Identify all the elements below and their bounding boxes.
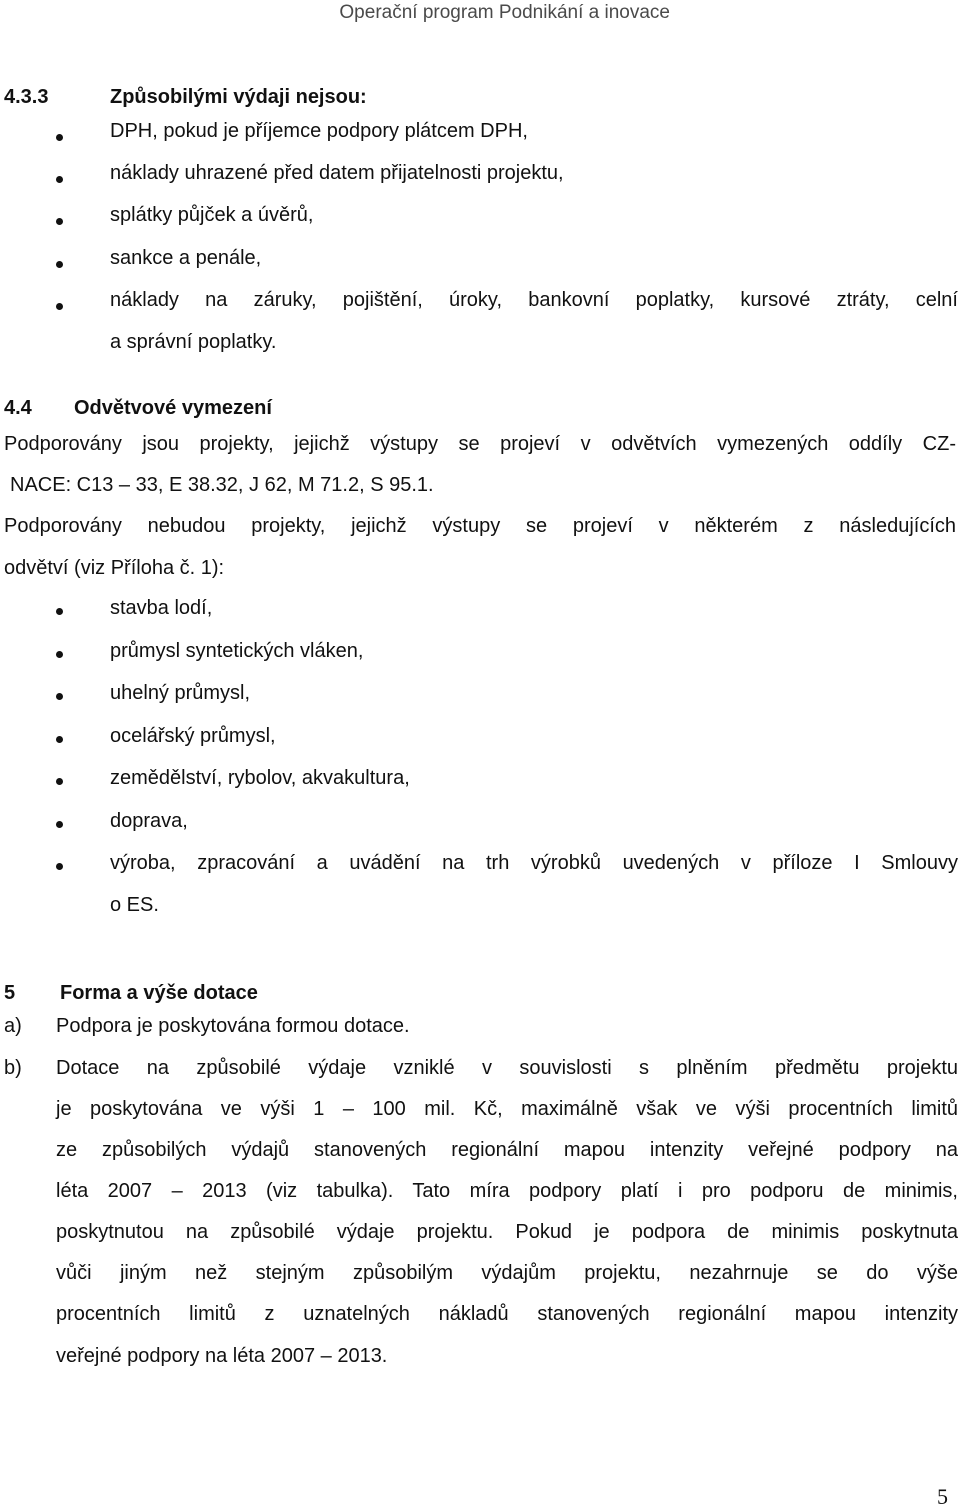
- list-item: zemědělství, rybolov, akvakultura,: [110, 767, 410, 789]
- item-b-line: ze způsobilých výdajů stanovených regionální mapou intenzity veřejné podpory na: [56, 1139, 958, 1161]
- list-item: ocelářský průmysl,: [110, 725, 276, 747]
- list-item: náklady uhrazené před datem přijatelnosti projektu,: [110, 162, 564, 184]
- item-b-label: b): [4, 1057, 22, 1079]
- list-item: výroba, zpracování a uvádění na trh výrobků uvedených v příloze I Smlouvy: [110, 852, 958, 874]
- paragraph-line: odvětví (viz Příloha č. 1):: [4, 557, 225, 579]
- list-item: náklady na záruky, pojištění, úroky, bankovní poplatky, kursové ztráty, celní: [110, 289, 958, 311]
- item-b-line: je poskytována ve výši 1 – 100 mil. Kč, maximálně však ve výši procentních limitů: [56, 1098, 958, 1120]
- page-header: Operační program Podnikání a inovace: [339, 2, 670, 23]
- item-a-text: Podpora je poskytována formou dotace.: [56, 1015, 410, 1037]
- section-5-number: 5: [4, 982, 16, 1004]
- list-item: průmysl syntetických vláken,: [110, 640, 364, 662]
- section-4-3-3-heading: Způsobilými výdaji nejsou:: [110, 86, 367, 108]
- bullet-icon: [56, 863, 63, 870]
- item-b-line: procentních limitů z uznatelných nákladů stanovených regionální mapou intenzity: [56, 1303, 958, 1325]
- paragraph-line: Podporovány jsou projekty, jejichž výstupy se projeví v odvětvích vymezených oddíly CZ-: [4, 433, 956, 455]
- list-item: DPH, pokud je příjemce podpory plátcem DPH,: [110, 120, 528, 142]
- bullet-icon: [56, 608, 63, 615]
- bullet-icon: [56, 693, 63, 700]
- paragraph-line: NACE: C13 – 33, E 38.32, J 62, M 71.2, S 95.1.: [10, 474, 434, 496]
- bullet-icon: [56, 261, 63, 268]
- bullet-icon: [56, 778, 63, 785]
- bullet-icon: [56, 736, 63, 743]
- bullet-icon: [56, 651, 63, 658]
- bullet-icon: [56, 134, 63, 141]
- bullet-icon: [56, 176, 63, 183]
- bullet-icon: [56, 821, 63, 828]
- list-item: stavba lodí,: [110, 597, 213, 619]
- item-b-line: vůči jiným než stejným způsobilým výdajům projektu, nezahrnuje se do výše: [56, 1262, 958, 1284]
- section-4-3-3-number: 4.3.3: [4, 86, 49, 108]
- list-item: splátky půjček a úvěrů,: [110, 204, 314, 226]
- item-b-line: Dotace na způsobilé výdaje vzniklé v souvislosti s plněním předmětu projektu: [56, 1057, 958, 1079]
- list-item-continuation: o ES.: [110, 894, 159, 916]
- item-b-line: veřejné podpory na léta 2007 – 2013.: [56, 1345, 388, 1367]
- list-item: doprava,: [110, 810, 188, 832]
- page-number: 5: [937, 1484, 948, 1509]
- bullet-icon: [56, 303, 63, 310]
- item-b-line: léta 2007 – 2013 (viz tabulka). Tato míra podpory platí i pro podporu de minimis,: [56, 1180, 958, 1202]
- section-4-4-heading: Odvětvové vymezení: [74, 397, 272, 419]
- list-item-continuation: a správní poplatky.: [110, 331, 277, 353]
- section-4-4-number: 4.4: [4, 397, 32, 419]
- list-item: sankce a penále,: [110, 247, 262, 269]
- item-b-line: poskytnutou na způsobilé výdaje projektu. Pokud je podpora de minimis poskytnuta: [56, 1221, 958, 1243]
- item-a-label: a): [4, 1015, 22, 1037]
- paragraph-line: Podporovány nebudou projekty, jejichž výstupy se projeví v některém z následujících: [4, 515, 956, 537]
- bullet-icon: [56, 218, 63, 225]
- list-item: uhelný průmysl,: [110, 682, 251, 704]
- section-5-heading: Forma a výše dotace: [60, 982, 258, 1004]
